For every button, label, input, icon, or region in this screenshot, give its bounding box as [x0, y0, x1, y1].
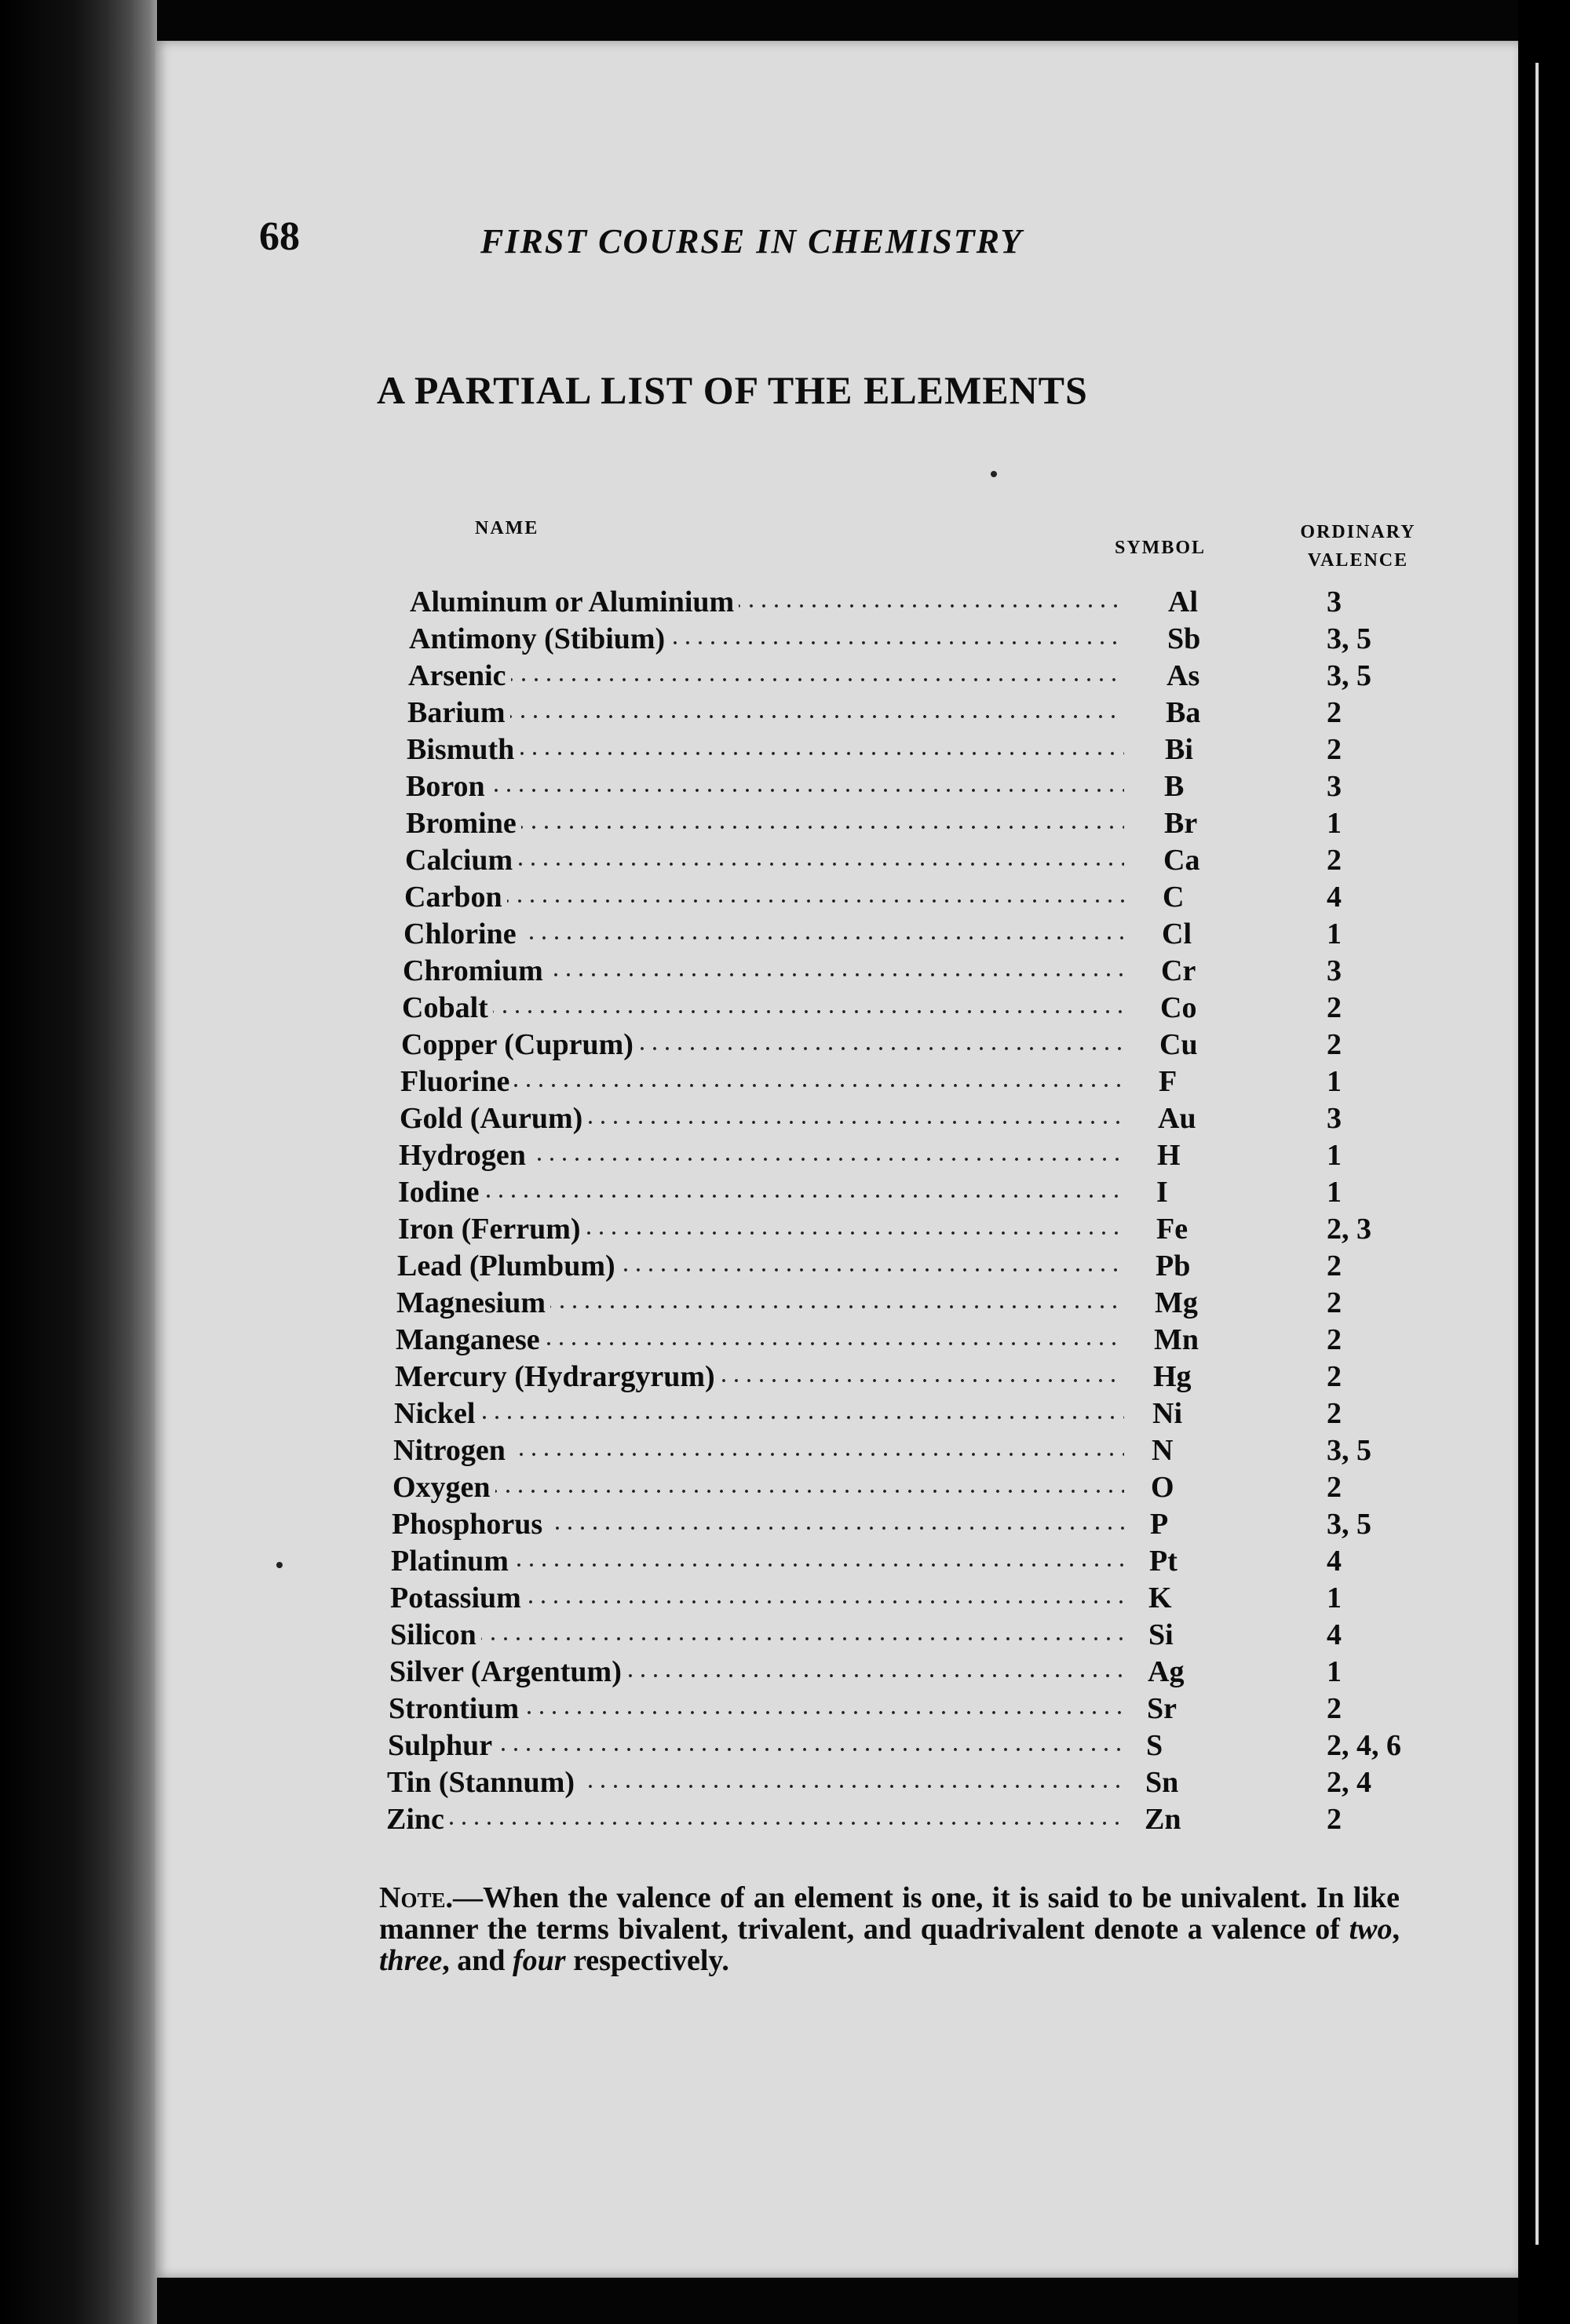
element-symbol: Au [1158, 1102, 1196, 1135]
element-name [405, 842, 1124, 879]
element-name [396, 1322, 1124, 1359]
element-valence: 1 [1327, 1065, 1342, 1098]
element-valence: 1 [1327, 1582, 1342, 1614]
element-valence: 2 [1327, 1397, 1342, 1430]
table-row [0, 1211, 1518, 1248]
element-symbol: As [1167, 659, 1200, 692]
scan-speck [276, 1562, 283, 1568]
element-name [389, 1691, 1124, 1727]
element-name [397, 1248, 1124, 1285]
element-symbol: B [1164, 770, 1185, 803]
element-name [398, 1211, 1124, 1248]
element-name-text: Platinum [391, 1545, 513, 1578]
table-row [0, 1285, 1518, 1322]
element-name [406, 805, 1124, 842]
element-symbol: O [1151, 1471, 1174, 1504]
element-valence: 2 [1327, 1286, 1342, 1319]
scan-edge-strip [1535, 63, 1539, 2245]
element-valence: 2 [1327, 1692, 1342, 1725]
element-symbol: H [1157, 1139, 1181, 1172]
element-name-text: Iron (Ferrum) [398, 1213, 586, 1246]
elements-table [0, 584, 1518, 1838]
element-valence: 3 [1327, 586, 1342, 618]
element-name [394, 1395, 1124, 1432]
element-name-text: Boron [406, 770, 490, 803]
element-name [402, 990, 1124, 1027]
element-symbol: Mg [1155, 1286, 1198, 1319]
element-symbol: I [1156, 1176, 1168, 1209]
element-name [407, 695, 1124, 731]
element-symbol: Bi [1165, 733, 1193, 766]
element-name-text: Potassium [390, 1582, 526, 1614]
element-symbol: Hg [1153, 1360, 1192, 1393]
element-name-text: Sulphur [388, 1729, 497, 1762]
element-name [404, 879, 1124, 916]
element-name [407, 731, 1124, 768]
table-row [0, 1691, 1518, 1727]
table-row [0, 1174, 1518, 1211]
element-symbol: Mn [1154, 1323, 1199, 1356]
element-symbol: Cu [1159, 1028, 1198, 1061]
table-row [0, 842, 1518, 879]
element-valence: 1 [1327, 1139, 1342, 1172]
footnote-text-1: —When the valence of an element is one, it is said to be univalent. In like manner the terms bivalent, trivalent, and quadrivalent denote a valence of [379, 1881, 1400, 1946]
element-symbol: Ba [1166, 696, 1201, 729]
table-row [0, 1764, 1518, 1801]
element-valence: 1 [1327, 1655, 1342, 1688]
element-name [392, 1506, 1124, 1543]
element-symbol: Cl [1162, 918, 1192, 950]
element-valence: 4 [1327, 1545, 1342, 1578]
element-name-text: Tin (Stannum) [387, 1766, 579, 1799]
element-valence: 4 [1327, 1618, 1342, 1651]
element-name [391, 1543, 1124, 1580]
element-name-text: Iodine [398, 1176, 484, 1209]
element-name-text: Fluorine [400, 1065, 514, 1098]
element-name-text: Zinc [386, 1803, 449, 1836]
element-valence: 2 [1327, 991, 1342, 1024]
table-row [0, 990, 1518, 1027]
element-name-text: Silver (Argentum) [389, 1655, 626, 1688]
element-name [392, 1469, 1124, 1506]
element-valence: 2 [1327, 1360, 1342, 1393]
element-valence: 3, 5 [1327, 1434, 1371, 1467]
element-valence: 3 [1327, 1102, 1342, 1135]
table-row [0, 805, 1518, 842]
element-name [393, 1432, 1124, 1469]
element-name-text: Lead (Plumbum) [397, 1250, 620, 1282]
column-header-valence-line1: ORDINARY [1300, 522, 1416, 542]
element-symbol: Zn [1145, 1803, 1181, 1836]
footnote [379, 1882, 1400, 1976]
table-row [0, 1100, 1518, 1137]
element-name-text: Cobalt [402, 991, 493, 1024]
element-name-text: Strontium [389, 1692, 524, 1725]
element-name-text: Calcium [405, 844, 517, 877]
table-row [0, 1506, 1518, 1543]
element-symbol: Co [1160, 991, 1197, 1024]
element-valence: 2, 4 [1327, 1766, 1371, 1799]
column-header-valence [1280, 518, 1437, 575]
element-symbol: Sb [1167, 622, 1201, 655]
element-name [403, 953, 1124, 990]
element-symbol: Sn [1145, 1766, 1179, 1799]
table-row [0, 1063, 1518, 1100]
element-name [398, 1174, 1124, 1211]
element-valence: 2, 4, 6 [1327, 1729, 1401, 1762]
element-symbol: Si [1148, 1618, 1174, 1651]
element-symbol: K [1148, 1582, 1172, 1614]
element-name-text: Copper (Cuprum) [401, 1028, 638, 1061]
column-header-valence-line2: VALENCE [1307, 550, 1409, 571]
element-symbol: Ca [1163, 844, 1200, 877]
table-row [0, 1727, 1518, 1764]
element-name [400, 1063, 1124, 1100]
footnote-text-2: respectively. [565, 1944, 729, 1977]
element-name-text: Silicon [390, 1618, 481, 1651]
table-row [0, 1580, 1518, 1617]
table-row [0, 1617, 1518, 1654]
footnote-italic-two: two [1349, 1913, 1393, 1946]
element-name [388, 1727, 1124, 1764]
element-name [403, 916, 1124, 953]
element-name [389, 1654, 1124, 1691]
element-symbol: S [1146, 1729, 1163, 1762]
element-name [409, 621, 1124, 658]
table-row [0, 1543, 1518, 1580]
element-symbol: Ag [1148, 1655, 1185, 1688]
element-valence: 2 [1327, 844, 1342, 877]
element-valence: 2, 3 [1327, 1213, 1371, 1246]
element-symbol: N [1152, 1434, 1174, 1467]
table-row [0, 1432, 1518, 1469]
element-name-text: Nitrogen [393, 1434, 510, 1467]
element-name-text: Chlorine [403, 918, 521, 950]
element-name-text: Gold (Aurum) [400, 1102, 587, 1135]
element-valence: 2 [1327, 733, 1342, 766]
element-name [396, 1285, 1124, 1322]
table-row [0, 1248, 1518, 1285]
element-name [390, 1617, 1124, 1654]
element-name [387, 1764, 1124, 1801]
table-row [0, 1395, 1518, 1432]
element-name-text: Arsenic [408, 659, 511, 692]
table-row [0, 1469, 1518, 1506]
element-valence: 2 [1327, 1803, 1342, 1836]
footnote-sep-2: , and [442, 1944, 513, 1977]
element-valence: 3, 5 [1327, 659, 1371, 692]
element-name-text: Oxygen [392, 1471, 495, 1504]
table-row [0, 621, 1518, 658]
element-name-text: Bismuth [407, 733, 519, 766]
element-name-text: Bromine [406, 807, 521, 840]
table-row [0, 1322, 1518, 1359]
element-name-text: Manganese [396, 1323, 545, 1356]
element-name [390, 1580, 1124, 1617]
element-symbol: Pt [1149, 1545, 1178, 1578]
element-symbol: Cr [1161, 954, 1196, 987]
column-header-name: NAME [475, 518, 539, 538]
table-row [0, 658, 1518, 695]
footnote-italic-four: four [513, 1944, 566, 1977]
page-number: 68 [259, 214, 300, 259]
table-row [0, 916, 1518, 953]
table-row [0, 1654, 1518, 1691]
element-name-text: Magnesium [396, 1286, 550, 1319]
table-row [0, 1801, 1518, 1838]
table-row [0, 695, 1518, 731]
element-name [400, 1100, 1124, 1137]
element-name [408, 658, 1124, 695]
element-name-text: Nickel [394, 1397, 480, 1430]
element-valence: 4 [1327, 881, 1342, 914]
element-name-text: Mercury (Hydrargyrum) [395, 1360, 720, 1393]
element-name [386, 1801, 1124, 1838]
element-valence: 3 [1327, 954, 1342, 987]
footnote-italic-three: three [379, 1944, 443, 1977]
footnote-sep-1: , [1392, 1913, 1400, 1946]
table-row [0, 768, 1518, 805]
element-symbol: Pb [1156, 1250, 1191, 1282]
table-row [0, 584, 1518, 621]
element-symbol: Sr [1147, 1692, 1177, 1725]
element-name [410, 584, 1124, 621]
footnote-label: Note. [379, 1881, 453, 1914]
element-name-text: Aluminum or Aluminium [410, 586, 739, 618]
element-symbol: Al [1168, 586, 1198, 618]
element-symbol: F [1159, 1065, 1178, 1098]
element-name-text: Antimony (Stibium) [409, 622, 670, 655]
element-name-text: Barium [407, 696, 510, 729]
table-row [0, 1137, 1518, 1174]
element-valence: 1 [1327, 807, 1342, 840]
table-row [0, 1027, 1518, 1063]
table-row [0, 879, 1518, 916]
element-symbol: Br [1164, 807, 1198, 840]
element-symbol: Ni [1152, 1397, 1182, 1430]
element-valence: 1 [1327, 918, 1342, 950]
element-symbol: P [1150, 1508, 1169, 1541]
table-row [0, 1359, 1518, 1395]
element-name [399, 1137, 1124, 1174]
element-name [395, 1359, 1124, 1395]
element-symbol: C [1163, 881, 1185, 914]
element-valence: 2 [1327, 1028, 1342, 1061]
element-valence: 2 [1327, 1323, 1342, 1356]
element-name-text: Hydrogen [399, 1139, 531, 1172]
table-title: A PARTIAL LIST OF THE ELEMENTS [377, 368, 1088, 412]
table-row [0, 731, 1518, 768]
element-name [401, 1027, 1124, 1063]
running-head: FIRST COURSE IN CHEMISTRY [480, 222, 1024, 261]
element-valence: 3, 5 [1327, 1508, 1371, 1541]
column-header-symbol: SYMBOL [1115, 538, 1207, 558]
element-valence: 3 [1327, 770, 1342, 803]
element-name-text: Chromium [403, 954, 548, 987]
scan-right-edge [1518, 0, 1570, 2324]
element-symbol: Fe [1156, 1213, 1188, 1246]
element-valence: 3, 5 [1327, 622, 1371, 655]
table-row [0, 953, 1518, 990]
element-valence: 2 [1327, 1471, 1342, 1504]
element-name-text: Carbon [404, 881, 507, 914]
element-valence: 2 [1327, 696, 1342, 729]
element-valence: 2 [1327, 1250, 1342, 1282]
scan-speck [991, 471, 997, 477]
element-valence: 1 [1327, 1176, 1342, 1209]
element-name-text: Phosphorus [392, 1508, 547, 1541]
element-name [406, 768, 1124, 805]
